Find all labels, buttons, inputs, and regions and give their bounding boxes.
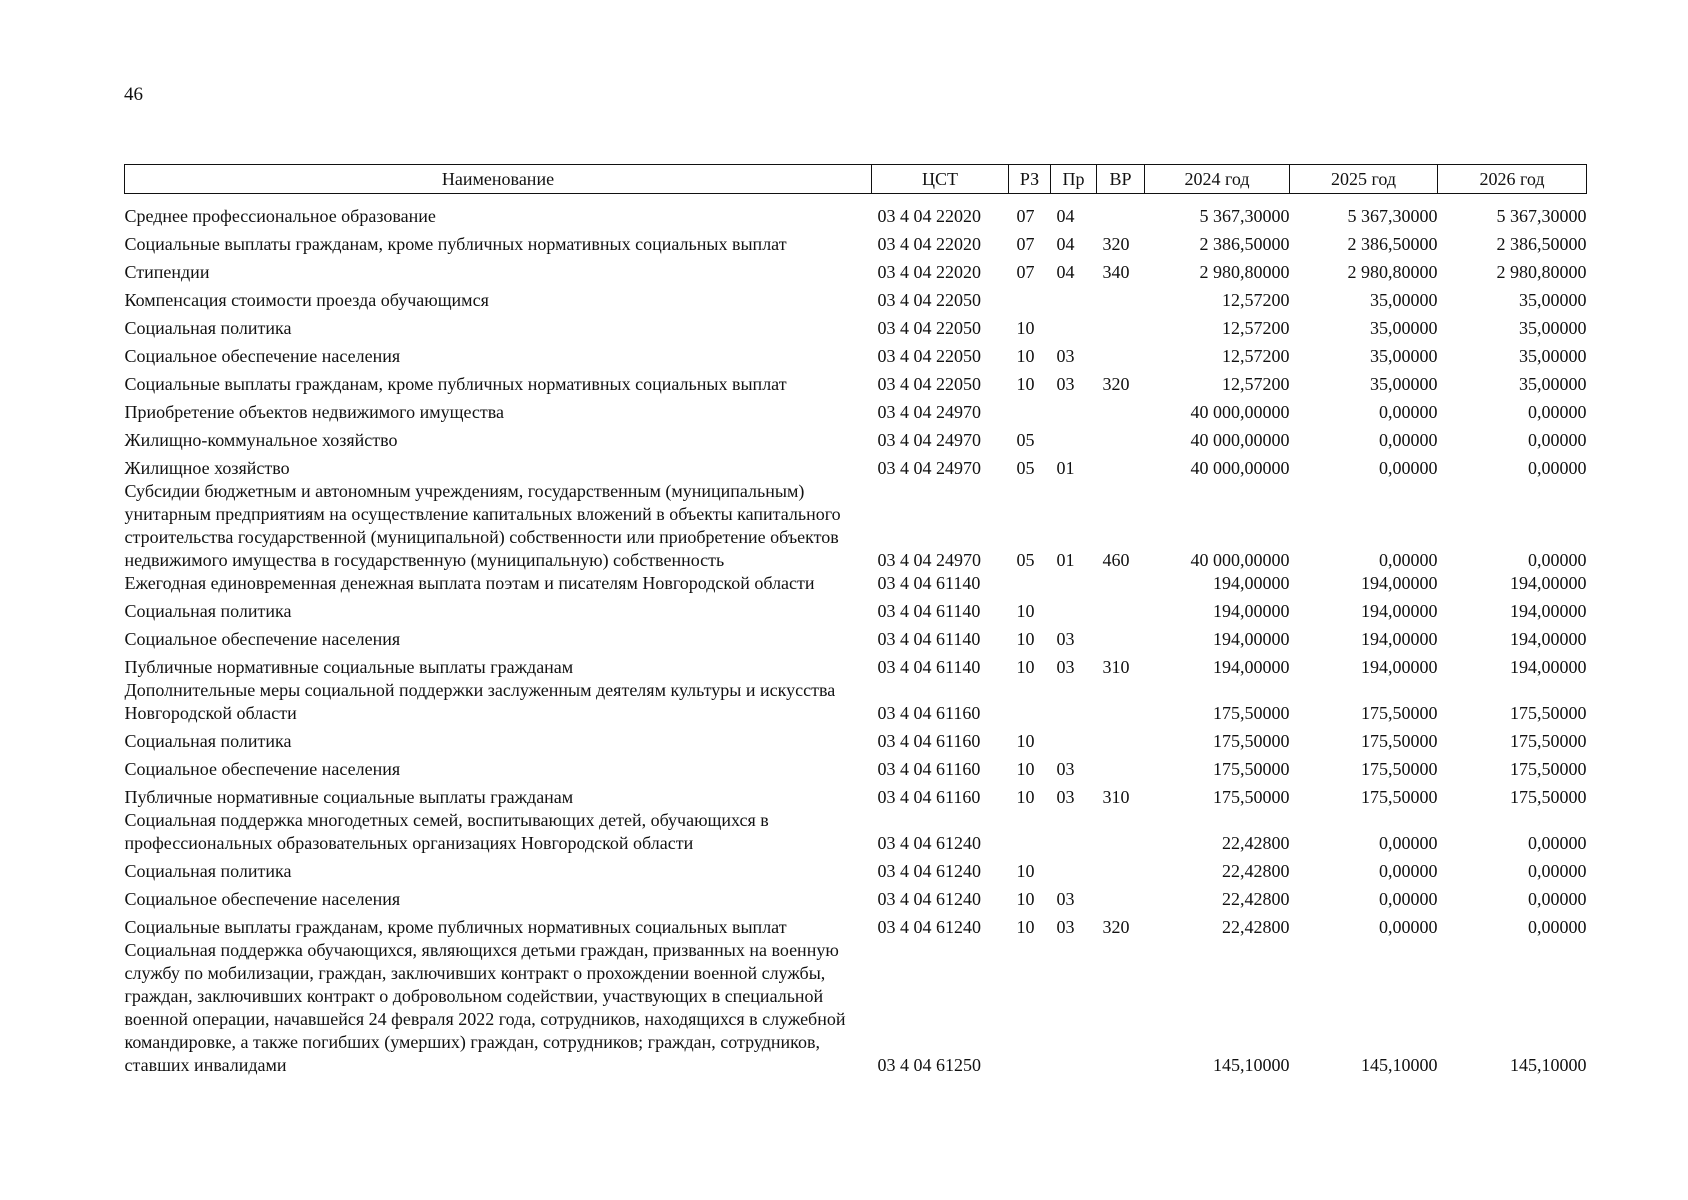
table-row xyxy=(125,911,1587,939)
table-row xyxy=(125,284,1587,312)
cell-pr xyxy=(1051,595,1097,623)
cell-2026: 0,00000 xyxy=(1528,402,1587,422)
cell-pr: 03 xyxy=(1056,346,1075,366)
budget-table-container xyxy=(124,164,1586,1077)
table-row xyxy=(125,725,1587,753)
cell-2025: 0,00000 xyxy=(1379,458,1438,478)
cell-vr xyxy=(1097,194,1145,229)
header-pr: Пр xyxy=(1051,165,1097,194)
cell-2024: 12,57200 xyxy=(1222,374,1290,394)
cell-pr: 03 xyxy=(1056,657,1075,677)
cell-2025: 0,00000 xyxy=(1379,430,1438,450)
cell-2024: 40 000,00000 xyxy=(1190,550,1290,570)
table-row xyxy=(125,679,1587,725)
header-name: Наименование xyxy=(125,165,872,194)
cell-2025: 5 367,30000 xyxy=(1347,206,1438,226)
cell-2025: 194,00000 xyxy=(1361,601,1438,621)
cell-vr xyxy=(1097,623,1145,651)
table-row xyxy=(125,368,1587,396)
cell-cst: 03 4 04 61160 xyxy=(877,759,981,779)
cell-2026: 2 980,80000 xyxy=(1496,262,1587,282)
cell-rz: 10 xyxy=(1016,861,1035,881)
cell-cst: 03 4 04 61240 xyxy=(877,833,981,853)
cell-pr: 03 xyxy=(1056,917,1075,937)
cell-2024: 2 386,50000 xyxy=(1199,234,1290,254)
cell-name: Социальные выплаты гражданам, кроме публичных нормативных социальных выплат xyxy=(124,234,787,254)
cell-2025: 145,10000 xyxy=(1361,1055,1438,1075)
table-row xyxy=(125,396,1587,424)
cell-cst: 03 4 04 22050 xyxy=(877,290,981,310)
cell-2025: 0,00000 xyxy=(1379,889,1438,909)
cell-2026: 194,00000 xyxy=(1510,657,1587,677)
cell-2026: 175,50000 xyxy=(1510,759,1587,779)
table-row xyxy=(125,480,1587,572)
cell-name: Социальная политика xyxy=(124,861,292,881)
cell-pr: 01 xyxy=(1056,550,1075,570)
cell-rz: 10 xyxy=(1016,787,1035,807)
cell-vr xyxy=(1097,883,1145,911)
page-number: 46 xyxy=(124,84,143,105)
cell-pr: 04 xyxy=(1056,206,1075,226)
cell-2025: 175,50000 xyxy=(1361,759,1438,779)
cell-pr xyxy=(1051,939,1097,1077)
cell-2026: 35,00000 xyxy=(1519,346,1587,366)
cell-2025: 194,00000 xyxy=(1361,573,1438,593)
table-row xyxy=(125,312,1587,340)
table-header xyxy=(125,165,1587,194)
cell-vr xyxy=(1097,809,1145,855)
cell-vr xyxy=(1097,939,1145,1077)
cell-pr: 01 xyxy=(1056,458,1075,478)
cell-2025: 194,00000 xyxy=(1361,629,1438,649)
cell-2026: 0,00000 xyxy=(1528,889,1587,909)
cell-2024: 194,00000 xyxy=(1213,573,1290,593)
cell-2024: 12,57200 xyxy=(1222,318,1290,338)
cell-2026: 194,00000 xyxy=(1510,573,1587,593)
cell-pr: 04 xyxy=(1056,234,1075,254)
cell-pr: 03 xyxy=(1056,759,1075,779)
cell-cst: 03 4 04 61140 xyxy=(877,657,981,677)
header-2025: 2025 год xyxy=(1290,165,1438,194)
cell-rz: 10 xyxy=(1016,346,1035,366)
cell-cst: 03 4 04 61140 xyxy=(877,573,981,593)
cell-name: Социальное обеспечение населения xyxy=(124,889,401,909)
table-row xyxy=(125,855,1587,883)
table-row xyxy=(125,939,1587,1077)
cell-cst: 03 4 04 61240 xyxy=(877,889,981,909)
cell-name: Среднее профессиональное образование xyxy=(124,206,436,226)
table-row xyxy=(125,452,1587,480)
header-rz: РЗ xyxy=(1009,165,1051,194)
cell-rz xyxy=(1009,809,1051,855)
cell-cst: 03 4 04 61250 xyxy=(877,1055,981,1075)
table-body xyxy=(125,194,1587,1078)
table-row xyxy=(125,595,1587,623)
table-row xyxy=(125,340,1587,368)
cell-vr xyxy=(1097,855,1145,883)
cell-rz: 10 xyxy=(1016,731,1035,751)
cell-2024: 22,42800 xyxy=(1222,889,1290,909)
cell-pr xyxy=(1051,855,1097,883)
cell-2025: 0,00000 xyxy=(1379,550,1438,570)
cell-name: Жилищное хозяйство xyxy=(124,458,290,478)
cell-name: Социальные выплаты гражданам, кроме публичных нормативных социальных выплат xyxy=(124,374,787,394)
cell-name: Дополнительные меры социальной поддержки заслуженным деятелям культуры и искусства Новгородской области xyxy=(124,680,836,723)
cell-2025: 35,00000 xyxy=(1370,346,1438,366)
cell-rz: 10 xyxy=(1016,601,1035,621)
cell-2024: 5 367,30000 xyxy=(1199,206,1290,226)
cell-2024: 12,57200 xyxy=(1222,346,1290,366)
cell-pr xyxy=(1051,424,1097,452)
cell-2026: 35,00000 xyxy=(1519,374,1587,394)
header-2024: 2024 год xyxy=(1145,165,1290,194)
cell-name: Социальная политика xyxy=(124,318,292,338)
cell-vr xyxy=(1097,340,1145,368)
cell-name: Стипендии xyxy=(124,262,210,282)
table-row xyxy=(125,572,1587,595)
cell-name: Социальное обеспечение населения xyxy=(124,346,401,366)
cell-rz: 07 xyxy=(1016,262,1035,282)
cell-2024: 12,57200 xyxy=(1222,290,1290,310)
cell-vr xyxy=(1097,595,1145,623)
cell-vr: 320 xyxy=(1102,374,1130,394)
cell-vr: 340 xyxy=(1102,262,1130,282)
cell-pr: 03 xyxy=(1056,629,1075,649)
cell-2026: 175,50000 xyxy=(1510,731,1587,751)
cell-cst: 03 4 04 24970 xyxy=(877,550,981,570)
cell-name: Социальная политика xyxy=(124,731,292,751)
cell-2025: 35,00000 xyxy=(1370,374,1438,394)
cell-2026: 0,00000 xyxy=(1528,917,1587,937)
table-row xyxy=(125,623,1587,651)
cell-2025: 0,00000 xyxy=(1379,917,1438,937)
cell-cst: 03 4 04 22020 xyxy=(877,262,981,282)
cell-rz: 05 xyxy=(1016,550,1035,570)
cell-2024: 145,10000 xyxy=(1213,1055,1290,1075)
cell-rz xyxy=(1009,284,1051,312)
cell-vr: 320 xyxy=(1102,917,1130,937)
cell-rz: 05 xyxy=(1016,430,1035,450)
cell-name: Приобретение объектов недвижимого имущества xyxy=(124,402,505,422)
cell-pr xyxy=(1051,725,1097,753)
cell-2024: 194,00000 xyxy=(1213,601,1290,621)
cell-2026: 35,00000 xyxy=(1519,318,1587,338)
cell-name: Компенсация стоимости проезда обучающимся xyxy=(124,290,489,310)
cell-2024: 22,42800 xyxy=(1222,861,1290,881)
cell-vr xyxy=(1097,424,1145,452)
cell-2025: 175,50000 xyxy=(1361,703,1438,723)
cell-rz: 10 xyxy=(1016,629,1035,649)
cell-name: Ежегодная единовременная денежная выплата поэтам и писателям Новгородской области xyxy=(124,573,815,593)
cell-2026: 145,10000 xyxy=(1510,1055,1587,1075)
cell-2025: 2 386,50000 xyxy=(1347,234,1438,254)
cell-cst: 03 4 04 22050 xyxy=(877,318,981,338)
cell-2024: 175,50000 xyxy=(1213,787,1290,807)
cell-cst: 03 4 04 24970 xyxy=(877,430,981,450)
cell-cst: 03 4 04 22050 xyxy=(877,374,981,394)
cell-vr xyxy=(1097,396,1145,424)
cell-vr: 310 xyxy=(1102,657,1130,677)
cell-cst: 03 4 04 24970 xyxy=(877,458,981,478)
cell-2026: 0,00000 xyxy=(1528,430,1587,450)
cell-cst: 03 4 04 22020 xyxy=(877,234,981,254)
cell-rz xyxy=(1009,396,1051,424)
cell-rz xyxy=(1009,679,1051,725)
cell-rz xyxy=(1009,939,1051,1077)
cell-vr xyxy=(1097,452,1145,480)
cell-name: Публичные нормативные социальные выплаты гражданам xyxy=(124,787,574,807)
cell-cst: 03 4 04 61140 xyxy=(877,629,981,649)
cell-rz: 10 xyxy=(1016,374,1035,394)
cell-vr xyxy=(1097,753,1145,781)
cell-2024: 194,00000 xyxy=(1213,657,1290,677)
cell-cst: 03 4 04 61240 xyxy=(877,917,981,937)
cell-name: Публичные нормативные социальные выплаты гражданам xyxy=(124,657,574,677)
cell-rz xyxy=(1009,572,1051,595)
table-row xyxy=(125,651,1587,679)
table-row xyxy=(125,424,1587,452)
table-row xyxy=(125,256,1587,284)
cell-name: Жилищно-коммунальное хозяйство xyxy=(124,430,398,450)
header-row xyxy=(125,165,1587,194)
cell-2025: 0,00000 xyxy=(1379,402,1438,422)
cell-name: Социальная поддержка многодетных семей, воспитывающих детей, обучающихся в профессиональных образовательных организациях Новгородской области xyxy=(124,810,769,853)
cell-2026: 5 367,30000 xyxy=(1496,206,1587,226)
cell-vr: 310 xyxy=(1102,787,1130,807)
cell-vr xyxy=(1097,725,1145,753)
cell-vr xyxy=(1097,312,1145,340)
cell-cst: 03 4 04 61240 xyxy=(877,861,981,881)
table-row xyxy=(125,753,1587,781)
cell-cst: 03 4 04 22020 xyxy=(877,206,981,226)
cell-2024: 175,50000 xyxy=(1213,731,1290,751)
cell-rz: 07 xyxy=(1016,206,1035,226)
cell-2026: 0,00000 xyxy=(1528,550,1587,570)
cell-vr xyxy=(1097,284,1145,312)
cell-pr: 03 xyxy=(1056,889,1075,909)
cell-rz: 10 xyxy=(1016,917,1035,937)
cell-name: Социальная политика xyxy=(124,601,292,621)
cell-2026: 194,00000 xyxy=(1510,629,1587,649)
header-cst: ЦСТ xyxy=(872,165,1009,194)
cell-2024: 2 980,80000 xyxy=(1199,262,1290,282)
table-row xyxy=(125,781,1587,809)
cell-2025: 2 980,80000 xyxy=(1347,262,1438,282)
cell-rz: 10 xyxy=(1016,657,1035,677)
cell-vr xyxy=(1097,679,1145,725)
cell-2025: 35,00000 xyxy=(1370,290,1438,310)
cell-pr xyxy=(1051,312,1097,340)
cell-2024: 175,50000 xyxy=(1213,759,1290,779)
cell-2026: 175,50000 xyxy=(1510,703,1587,723)
cell-name: Социальные выплаты гражданам, кроме публичных нормативных социальных выплат xyxy=(124,917,787,937)
header-2026: 2026 год xyxy=(1438,165,1587,194)
cell-pr xyxy=(1051,679,1097,725)
cell-pr xyxy=(1051,809,1097,855)
cell-2024: 22,42800 xyxy=(1222,833,1290,853)
cell-2025: 0,00000 xyxy=(1379,833,1438,853)
header-vr: ВР xyxy=(1097,165,1145,194)
cell-2026: 0,00000 xyxy=(1528,458,1587,478)
table-row xyxy=(125,194,1587,229)
table-row xyxy=(125,883,1587,911)
cell-2024: 194,00000 xyxy=(1213,629,1290,649)
cell-2026: 2 386,50000 xyxy=(1496,234,1587,254)
cell-2026: 35,00000 xyxy=(1519,290,1587,310)
cell-cst: 03 4 04 24970 xyxy=(877,402,981,422)
cell-2024: 40 000,00000 xyxy=(1190,458,1290,478)
cell-name: Социальное обеспечение населения xyxy=(124,759,401,779)
cell-2025: 175,50000 xyxy=(1361,787,1438,807)
cell-name: Социальная поддержка обучающихся, являющихся детьми граждан, призванных на военную службу по мобилизации, граждан, заключивших контракт о прохождении военной службы, граждан, заключивших контракт о добровольном содействии, участвующих в специальной военной операции, начавшейся 24 февраля 2022 года, сотрудников, находящихся в служебной командировке, а также погибших (умерших) граждан, сотрудников; граждан, сотрудников, ставших инвалидами xyxy=(124,940,846,1075)
cell-2024: 175,50000 xyxy=(1213,703,1290,723)
cell-2024: 40 000,00000 xyxy=(1190,430,1290,450)
cell-rz: 10 xyxy=(1016,318,1035,338)
cell-rz: 10 xyxy=(1016,889,1035,909)
cell-2026: 175,50000 xyxy=(1510,787,1587,807)
cell-rz: 05 xyxy=(1016,458,1035,478)
cell-cst: 03 4 04 61160 xyxy=(877,703,981,723)
cell-rz: 07 xyxy=(1016,234,1035,254)
cell-2025: 194,00000 xyxy=(1361,657,1438,677)
table-row xyxy=(125,809,1587,855)
cell-pr: 03 xyxy=(1056,374,1075,394)
cell-2025: 35,00000 xyxy=(1370,318,1438,338)
cell-cst: 03 4 04 61140 xyxy=(877,601,981,621)
table-row xyxy=(125,228,1587,256)
budget-table xyxy=(124,164,1587,1077)
cell-name: Субсидии бюджетным и автономным учреждениям, государственным (муниципальным) унитарным предприятиям на осуществление капитальных вложений в объекты капитального строительства государственной (муниципальной) собственности или приобретение объектов недвижимого имущества в государственную (муниципальную) собственность xyxy=(124,481,841,570)
cell-pr xyxy=(1051,572,1097,595)
cell-name: Социальное обеспечение населения xyxy=(124,629,401,649)
cell-2025: 175,50000 xyxy=(1361,731,1438,751)
cell-pr xyxy=(1051,396,1097,424)
cell-pr xyxy=(1051,284,1097,312)
cell-2026: 0,00000 xyxy=(1528,861,1587,881)
cell-vr: 460 xyxy=(1102,550,1130,570)
cell-2024: 40 000,00000 xyxy=(1190,402,1290,422)
cell-2026: 194,00000 xyxy=(1510,601,1587,621)
cell-rz: 10 xyxy=(1016,759,1035,779)
cell-2024: 22,42800 xyxy=(1222,917,1290,937)
cell-vr: 320 xyxy=(1102,234,1130,254)
cell-pr: 03 xyxy=(1056,787,1075,807)
cell-cst: 03 4 04 61160 xyxy=(877,731,981,751)
cell-cst: 03 4 04 22050 xyxy=(877,346,981,366)
cell-vr xyxy=(1097,572,1145,595)
cell-2025: 0,00000 xyxy=(1379,861,1438,881)
cell-2026: 0,00000 xyxy=(1528,833,1587,853)
cell-pr: 04 xyxy=(1056,262,1075,282)
cell-cst: 03 4 04 61160 xyxy=(877,787,981,807)
